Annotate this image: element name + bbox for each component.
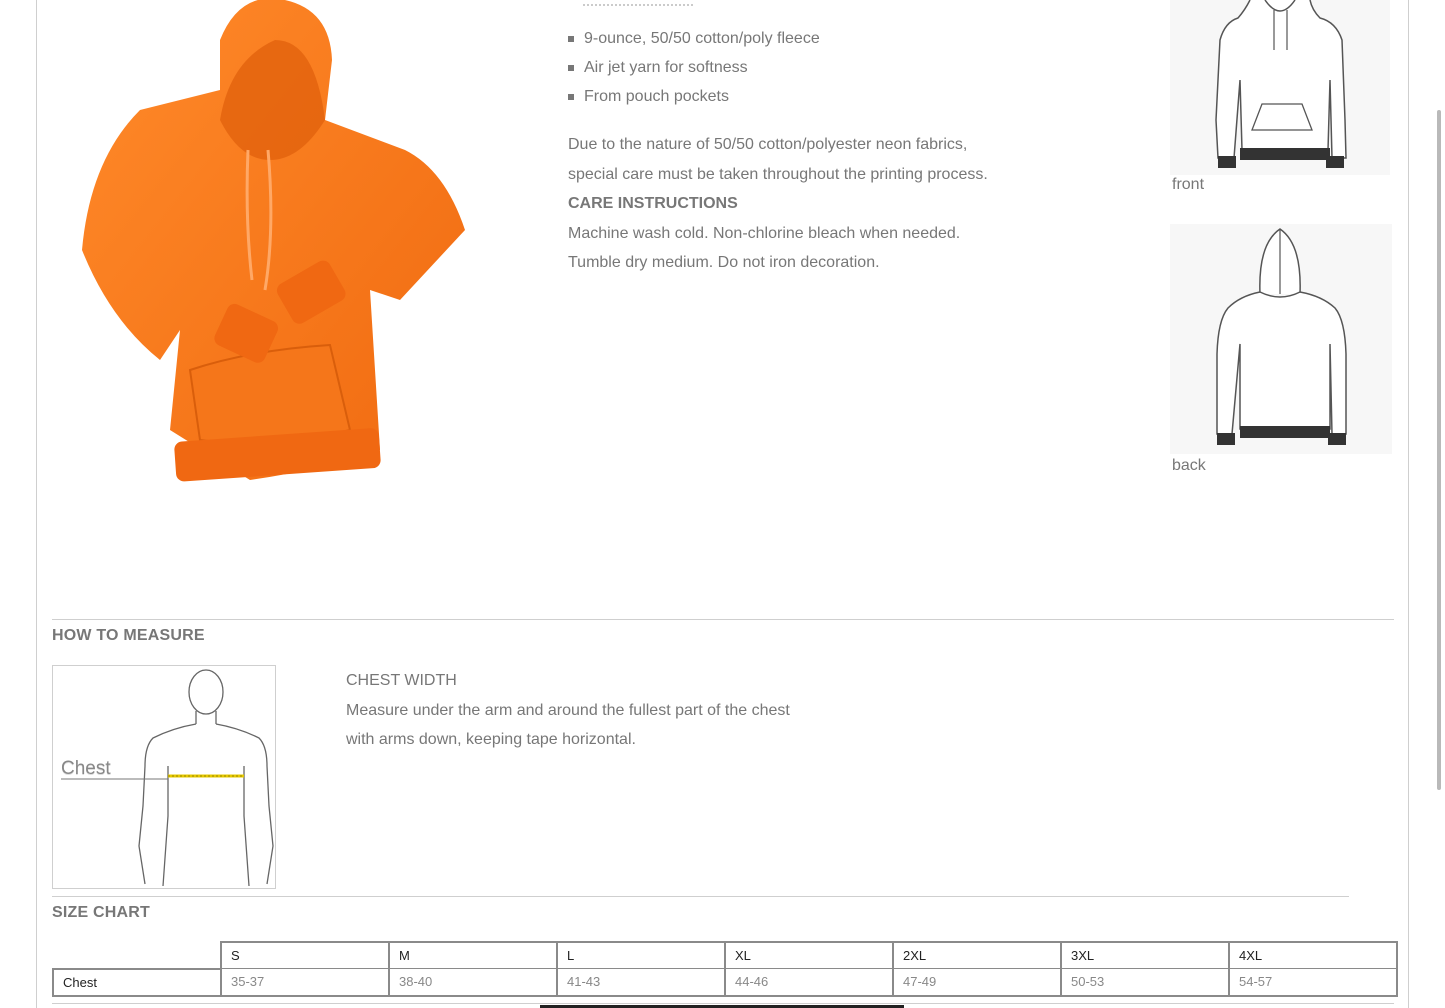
chest-measure-diagram: [52, 665, 276, 889]
feature-text: Air jet yarn for softness: [584, 59, 748, 76]
feature-item: [568, 55, 820, 84]
description-line: special care must be taken throughout the printing process.: [568, 165, 988, 183]
size-header-cell: S: [221, 942, 389, 969]
size-header-cell: 4XL: [1229, 942, 1397, 969]
size-chart-title: SIZE CHART: [52, 904, 150, 921]
content-frame-right-border: [1408, 0, 1409, 1008]
measurement-cell: 38-40: [389, 969, 557, 996]
measurement-cell: 50-53: [1061, 969, 1229, 996]
size-header-cell: M: [389, 942, 557, 969]
cropped-text-fragment: [583, 0, 693, 6]
product-description: [568, 130, 1088, 278]
measure-heading: CHEST WIDTH: [346, 672, 457, 689]
measurement-cell: 54-57: [1229, 969, 1397, 996]
measurement-cell: 35-37: [221, 969, 389, 996]
feature-list: [568, 26, 820, 113]
how-to-measure-title: HOW TO MEASURE: [52, 627, 205, 644]
size-header-cell: L: [557, 942, 725, 969]
page-scrollbar[interactable]: [1437, 110, 1441, 790]
measurement-cell: 47-49: [893, 969, 1061, 996]
description-line: Due to the nature of 50/50 cotton/polyester neon fabrics,: [568, 136, 968, 153]
size-chart-table: [52, 941, 1398, 997]
flat-front-label: front: [1172, 176, 1205, 193]
care-instructions-title: CARE INSTRUCTIONS: [568, 195, 738, 212]
product-image: [70, 0, 490, 500]
flat-sketch-back[interactable]: [1170, 224, 1392, 454]
square-bullet-icon: [568, 36, 574, 42]
chest-diagram-label: Chest: [61, 758, 111, 779]
feature-text: From pouch pockets: [584, 88, 729, 105]
section-divider: [52, 896, 1349, 897]
table-row: [53, 969, 1397, 996]
square-bullet-icon: [568, 94, 574, 100]
row-label-cell: Chest: [53, 969, 221, 996]
measurement-cell: 44-46: [725, 969, 893, 996]
flat-back-label: back: [1172, 457, 1206, 474]
flat-sketch-front[interactable]: [1170, 0, 1390, 175]
care-line: Tumble dry medium. Do not iron decoration.: [568, 254, 880, 271]
measure-instructions: [346, 666, 790, 755]
square-bullet-icon: [568, 65, 574, 71]
size-header-row: [53, 942, 1397, 969]
feature-item: [568, 84, 820, 113]
feature-text: 9-ounce, 50/50 cotton/poly fleece: [584, 30, 820, 47]
content-frame-left-border: [36, 0, 37, 1008]
measure-line: with arms down, keeping tape horizontal.: [346, 731, 636, 748]
size-header-cell: 3XL: [1061, 942, 1229, 969]
section-divider: [52, 1003, 1394, 1004]
feature-item: [568, 26, 820, 55]
size-header-cell: XL: [725, 942, 893, 969]
section-divider: [52, 619, 1394, 620]
size-header-cell: 2XL: [893, 942, 1061, 969]
measurement-cell: 41-43: [557, 969, 725, 996]
care-line: Machine wash cold. Non-chlorine bleach when needed.: [568, 224, 961, 242]
measure-line: Measure under the arm and around the fullest part of the chest: [346, 701, 790, 719]
table-corner-cell: [53, 942, 221, 969]
